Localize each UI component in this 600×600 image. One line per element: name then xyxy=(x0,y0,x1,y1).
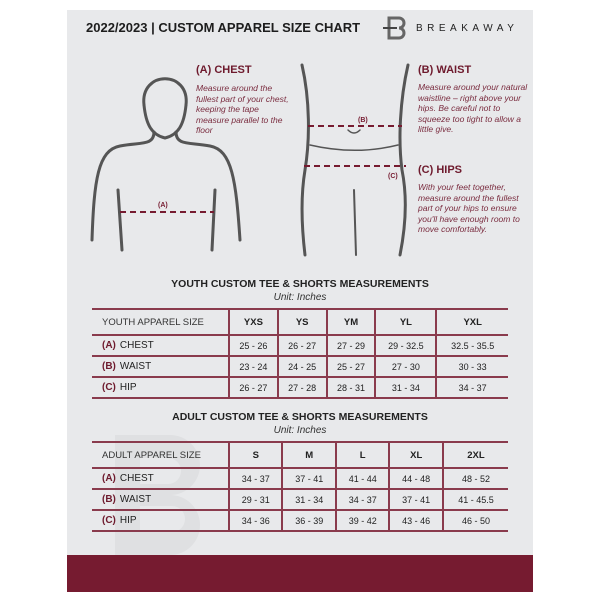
lower-body-figure xyxy=(290,60,420,260)
table-cell: 27 - 28 xyxy=(278,377,327,398)
row-label-text: WAIST xyxy=(119,494,152,505)
table-cell: 41 - 44 xyxy=(336,468,389,489)
row-letter: (C) xyxy=(102,382,116,393)
row-label-text: HIP xyxy=(119,515,137,526)
table-cell: 34 - 37 xyxy=(436,377,508,398)
header-cell: L xyxy=(336,442,389,468)
table-cell: 43 - 46 xyxy=(389,510,442,531)
hips-heading: (C) HIPS xyxy=(418,164,462,176)
breakaway-logo-icon xyxy=(383,16,409,40)
table-cell: 31 - 34 xyxy=(282,489,335,510)
adult-size-table xyxy=(92,441,508,532)
table-row xyxy=(92,489,508,510)
row-label-text: WAIST xyxy=(119,361,152,372)
marker-c: (C) xyxy=(388,173,398,180)
row-label xyxy=(92,489,229,510)
table-row xyxy=(92,468,508,489)
row-letter: (B) xyxy=(102,361,116,372)
adult-table-title: ADULT CUSTOM TEE & SHORTS MEASUREMENTS xyxy=(172,411,428,423)
row-label xyxy=(92,335,229,356)
waist-description: Measure around your natural waistline – right above your hips. Be careful not to squeeze too tight to allow a little give. xyxy=(418,82,528,134)
row-label xyxy=(92,377,229,398)
table-cell: 41 - 45.5 xyxy=(443,489,508,510)
table-header-row xyxy=(92,309,508,335)
table-header-row xyxy=(92,442,508,468)
table-cell: 27 - 30 xyxy=(375,356,436,377)
table-cell: 29 - 31 xyxy=(229,489,282,510)
header-cell: ADULT APPAREL SIZE xyxy=(92,442,229,468)
table-row xyxy=(92,335,508,356)
table-cell: 34 - 37 xyxy=(336,489,389,510)
table-cell: 44 - 48 xyxy=(389,468,442,489)
table-cell: 24 - 25 xyxy=(278,356,327,377)
header-cell: S xyxy=(229,442,282,468)
table-row xyxy=(92,510,508,531)
header-cell: YS xyxy=(278,309,327,335)
hips-description: With your feet together, measure around the fullest part of your hips to ensure you'll have enough room to move comfortably. xyxy=(418,182,520,234)
chest-heading: (A) CHEST xyxy=(196,64,252,76)
row-label-text: HIP xyxy=(119,382,137,393)
footer-band xyxy=(67,555,533,592)
table-row xyxy=(92,356,508,377)
table-cell: 46 - 50 xyxy=(443,510,508,531)
chest-description: Measure around the fullest part of your chest, keeping the tape measure parallel to the floor xyxy=(196,83,289,135)
marker-b: (B) xyxy=(358,117,368,124)
brand-name: BREAKAWAY xyxy=(416,23,519,34)
header-cell: M xyxy=(282,442,335,468)
header-cell: YL xyxy=(375,309,436,335)
page-title: 2022/2023 | CUSTOM APPAREL SIZE CHART xyxy=(86,20,361,35)
header-cell: YOUTH APPAREL SIZE xyxy=(92,309,229,335)
table-cell: 28 - 31 xyxy=(327,377,376,398)
row-letter: (A) xyxy=(102,473,116,484)
youth-size-table xyxy=(92,308,508,399)
table-cell: 39 - 42 xyxy=(336,510,389,531)
table-cell: 30 - 33 xyxy=(436,356,508,377)
table-cell: 37 - 41 xyxy=(282,468,335,489)
row-letter: (A) xyxy=(102,340,116,351)
table-cell: 37 - 41 xyxy=(389,489,442,510)
row-label xyxy=(92,510,229,531)
table-cell: 31 - 34 xyxy=(375,377,436,398)
waist-heading: (B) WAIST xyxy=(418,64,472,76)
adult-unit: Unit: Inches xyxy=(273,425,327,436)
table-cell: 34 - 37 xyxy=(229,468,282,489)
row-letter: (B) xyxy=(102,494,116,505)
marker-a: (A) xyxy=(158,202,168,209)
header-cell: YM xyxy=(327,309,376,335)
row-label xyxy=(92,468,229,489)
youth-unit: Unit: Inches xyxy=(273,292,327,303)
youth-table-title: YOUTH CUSTOM TEE & SHORTS MEASUREMENTS xyxy=(171,278,429,290)
table-cell: 29 - 32.5 xyxy=(375,335,436,356)
header-cell: YXL xyxy=(436,309,508,335)
row-letter: (C) xyxy=(102,515,116,526)
header-cell: XL xyxy=(389,442,442,468)
header-cell: 2XL xyxy=(443,442,508,468)
table-cell: 23 - 24 xyxy=(229,356,278,377)
table-row xyxy=(92,377,508,398)
row-label-text: CHEST xyxy=(119,473,154,484)
table-cell: 26 - 27 xyxy=(229,377,278,398)
table-cell: 25 - 27 xyxy=(327,356,376,377)
table-cell: 48 - 52 xyxy=(443,468,508,489)
row-label-text: CHEST xyxy=(119,340,154,351)
table-cell: 27 - 29 xyxy=(327,335,376,356)
table-cell: 34 - 36 xyxy=(229,510,282,531)
header-cell: YXS xyxy=(229,309,278,335)
table-cell: 25 - 26 xyxy=(229,335,278,356)
table-cell: 26 - 27 xyxy=(278,335,327,356)
table-cell: 32.5 - 35.5 xyxy=(436,335,508,356)
table-cell: 36 - 39 xyxy=(282,510,335,531)
row-label xyxy=(92,356,229,377)
